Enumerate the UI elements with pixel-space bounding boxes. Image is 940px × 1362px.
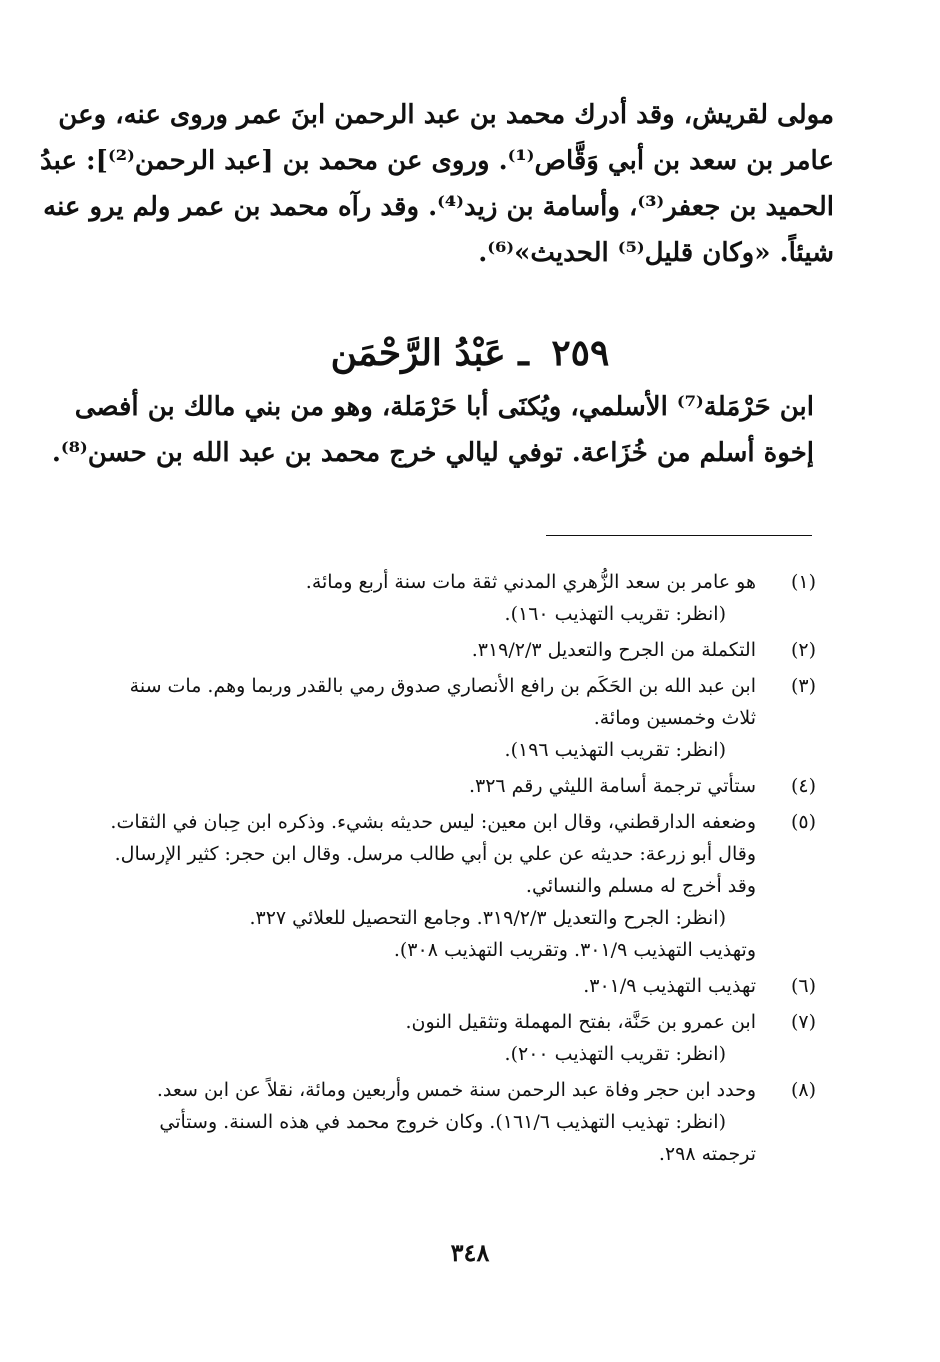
footnote: [116, 1006, 816, 1070]
footnote: [116, 970, 816, 1002]
footnote-number: (٤): [790, 775, 816, 797]
footnote-line: (انظر: الجرح والتعديل ٣١٩/٢/٣. وجامع التحصيل للعلائي ٣٢٧.: [249, 907, 726, 929]
footnote-number: (٥): [790, 811, 816, 833]
footnote-line: ثلاث وخمسين ومائة.: [593, 707, 756, 729]
footnote-line: وقال أبو زرعة: حديثه عن علي بن أبي طالب مرسل. وقال ابن حجر: كثير الإرسال.: [114, 843, 756, 865]
entry-separator: ـ: [518, 332, 529, 374]
footnote-divider: [546, 535, 812, 536]
footnote-line: (انظر: تقريب التهذيب ١٩٦).: [504, 739, 726, 761]
footnote-number: (٢): [790, 639, 816, 661]
entry-body: [51, 384, 814, 476]
footnote: [110, 806, 816, 966]
footnote-number: (٨): [790, 1079, 816, 1101]
entry-line: إخوة أسلم من خُزَاعة. توفي ليالي خرج محمد بن عبد الله بن حسن⁽⁸⁾.: [51, 438, 814, 468]
footnote-number: (٦): [790, 975, 816, 997]
footnote: [116, 670, 816, 766]
entry-heading: [0, 328, 940, 378]
entry-number: ٢٥٩: [551, 332, 610, 374]
footnote: [116, 1074, 816, 1170]
footnote: [116, 634, 816, 666]
entry-line: ابن حَرْمَلة⁽⁷⁾ الأسلمي، ويُكنَى أبا حَرْمَلة، وهو من بني مالك بن أفصى: [74, 392, 814, 422]
footnote: [116, 566, 816, 630]
footnote-line: هو عامر بن سعد الزُّهري المدني ثقة مات سنة أربع ومائة.: [305, 571, 756, 593]
intro-line: مولى لقريش، وقد أدرك محمد بن عبد الرحمن ابنَ عمر وروى عنه، وعن: [58, 100, 834, 130]
footnote-line: ستأتي ترجمة أسامة الليثي رقم ٣٢٦.: [468, 775, 756, 797]
footnote: [116, 770, 816, 802]
page-number: ٣٤٨: [450, 1238, 490, 1267]
footnotes: [110, 566, 816, 1170]
footnote-number: (١): [790, 571, 816, 593]
footnote-line: ابن عمرو بن حَنَّة، بفتح المهملة وتثقيل النون.: [405, 1011, 756, 1033]
footnote-number: (٧): [790, 1011, 816, 1033]
footnote-line: ترجمته ٢٩٨.: [658, 1143, 756, 1165]
intro-paragraph: [40, 92, 834, 276]
footnote-line: تهذيب التهذيب ٣٠١/٩.: [583, 975, 756, 997]
footnote-line: ابن عبد الله بن الحَكَم بن رافع الأنصاري صدوق رمي بالقدر وربما وهم. مات سنة: [129, 675, 756, 697]
footnote-line: وضعفه الدارقطني، وقال ابن معين: ليس حديثه بشيء. وذكره ابن حِبان في الثقات.: [110, 811, 756, 833]
footnote-line: وتهذيب التهذيب ٣٠١/٩. وتقريب التهذيب ٣٠٨).: [393, 939, 756, 961]
intro-line: الحميد بن جعفر⁽³⁾، وأسامة بن زيد⁽⁴⁾. وقد رآه محمد بن عمر ولم يرو عنه: [43, 192, 834, 222]
entry-name: عَبْدُ الرَّحْمَن: [330, 332, 506, 374]
footnote-number: (٣): [790, 675, 816, 697]
intro-line: شيئاً. «وكان قليل⁽⁵⁾ الحديث»⁽⁶⁾.: [478, 238, 834, 268]
intro-line: عامر بن سعد بن أبي وَقَّاص⁽¹⁾. وروى عن محمد بن [عبد الرحمن⁽²⁾]: عبدُ: [40, 146, 834, 176]
footnote-line: وحدد ابن حجر وفاة عبد الرحمن سنة خمس وأربعين ومائة، نقلاً عن ابن سعد.: [156, 1079, 756, 1101]
footnote-line: (انظر: تهذيب التهذيب ١٦١/٦). وكان خروج محمد في هذه السنة. وستأتي: [159, 1111, 726, 1133]
footnote-line: وقد أخرج له مسلم والنسائي.: [525, 875, 756, 897]
footnote-line: (انظر: تقريب التهذيب ٢٠٠).: [504, 1043, 726, 1065]
footnote-line: (انظر: تقريب التهذيب ١٦٠).: [504, 603, 726, 625]
footnote-line: التكملة من الجرح والتعديل ٣١٩/٢/٣.: [471, 639, 756, 661]
